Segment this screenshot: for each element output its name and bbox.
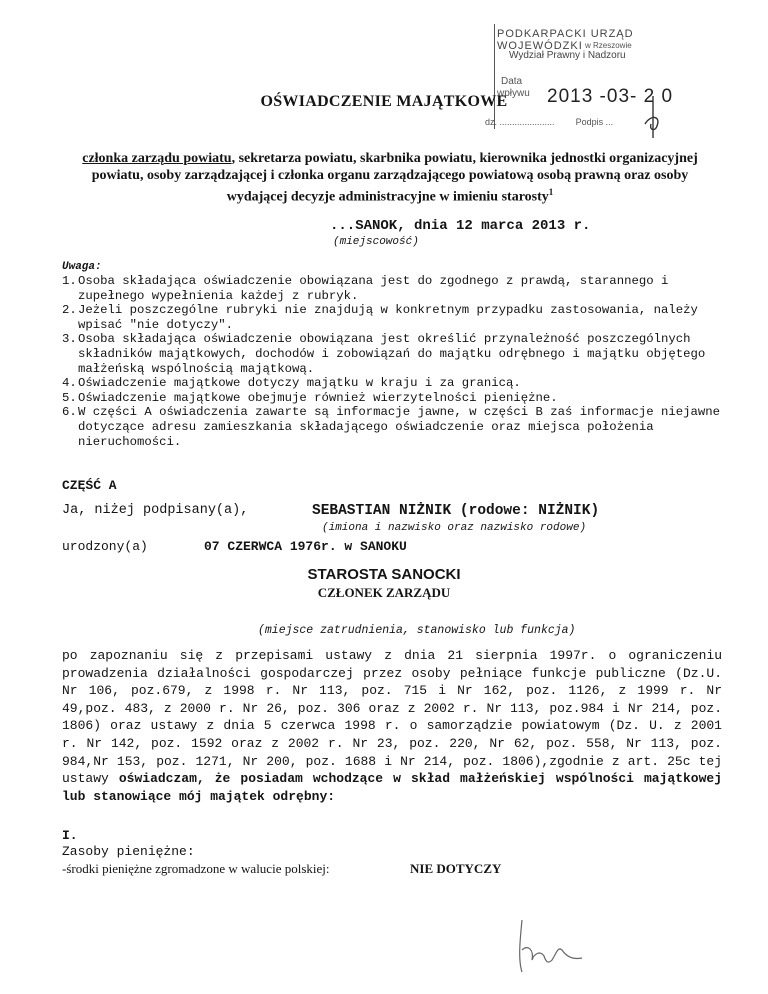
born-label: urodzony(a) [62,539,148,554]
document-subtitle [70,150,710,206]
stamp-wplywu-label: wpływu [497,88,530,99]
declaration-bold: oświadczam, że posiadam wchodzące w skład małżeńskiej wspólności majątkowej lub stanowiące mój majątek odrębny: [62,771,722,804]
page-title: OŚWIADCZENIE MAJĄTKOWE [260,93,508,110]
note-item: 1. Osoba składająca oświadczenie obowiązana jest do zgodnego z prawdą, starannego i zupełnego wypełnienia każdej z rubryk. [62,274,669,303]
place-date: ...SANOK, dnia 12 marca 2013 r. [330,218,591,234]
notes-heading: Uwaga: [62,261,102,273]
receipt-stamp [485,24,695,129]
declaration-body [62,647,722,805]
cash-pln-label: -środki pieniężne zgromadzone w walucie polskiej: [62,861,330,876]
subtitle-underlined: członka zarządu powiatu [82,151,232,166]
footnote-mark: 1 [548,187,554,197]
position-role: CZŁONEK ZARZĄDU [317,585,451,600]
stamp-podpis-label: Podpis ... [575,117,614,127]
cash-pln-value: NIE DOTYCZY [410,861,502,876]
signatory-label: Ja, niżej podpisany(a), [62,503,249,518]
position-title: STAROSTA SANOCKI [307,566,461,583]
position-caption: (miejsce zatrudnienia, stanowisko lub funkcja) [258,624,576,637]
stamp-date: 2013 -03- 2 0 [547,86,674,107]
name-caption: (imiona i nazwisko oraz nazwisko rodowe) [322,522,587,534]
declaration-plain: po zapoznaniu się z przepisami ustawy z dnia 21 sierpnia 1997r. o ograniczeniu prowadzenia działalności gospodarczej przez osoby pełniące funkcje publiczne (Dz.U. Nr 106, poz.679, z 1998 r. Nr 113, poz. 715 i Nr 162, poz. 1126, z 1999 r. Nr 49,poz. 483, z 2000 r. Nr 26, poz. 306 oraz z 2002 r. Nr 113, poz.984 i Nr 214, poz. 1806) oraz ustawy z dnia 5 czerwca 1998 r. o samorządzie powiatowym (Dz. U. z 2001 r. Nr 142, poz. 1592 oraz z 2002 r. Nr 23, poz. 220, Nr 62, poz. 558, Nr 113, poz. 984,Nr 153, poz. 1271, Nr 200, poz. 1688 i Nr 214, poz. 1806),zgodnie z art. 25c tej ustawy [62,648,722,787]
part-a-heading: CZĘŚĆ A [62,478,117,493]
stamp-line-2: w Rzeszowie [585,41,632,50]
note-item: 6. W części A oświadczenia zawarte są informacje jawne, w części B zaś informacje niejawne dotyczące adresu zamieszkania składającego oświadczenie oraz miejsca położenia nieruchomości. [62,405,721,449]
stamp-line-1: PODKARPACKI URZĄD WOJEWÓDZKI [497,28,634,52]
signatory-name: SEBASTIAN NIŻNIK (rodowe: NIŻNIK) [312,503,600,519]
note-item: 4. Oświadczenie majątkowe dotyczy majątku w kraju i za granicą. [62,376,521,391]
born-value: 07 CZERWCA 1976r. w SANOKU [204,539,407,554]
note-item: 3. Osoba składająca oświadczenie obowiązana jest określić przynależność poszczególnych składników majątkowych, dochodów i zobowiązań do majątku odrębnego i majątku objętego małżeńską wspólnością majątkową. [62,332,706,376]
section-number: I. [62,828,78,843]
notes-list [62,274,722,449]
stamp-line-3: Wydział Prawny i Nadzoru [509,50,626,61]
note-item: 2. Jeżeli poszczególne rubryki nie znajdują w konkretnym przypadku zastosowania, należy wpisać "nie dotyczy". [62,303,698,332]
place-caption: (miejscowość) [333,236,419,248]
stamp-dz-label: dz. ...................... [485,117,555,127]
note-item: 5. Oświadczenie majątkowe obejmuje również wierzytelności pieniężne. [62,390,558,405]
stamp-signature-line [485,117,613,127]
subtitle-rest: , sekretarza powiatu, skarbnika powiatu, kierownika jednostki organizacyjnej powiatu, osoby zarządzającej i członka organu zarządzającego powiatową osobą prawną oraz osoby wydającej decyzje administracyjne w imieniu starosty [91,151,698,205]
initials-signature [500,910,600,980]
section-title: Zasoby pieniężne: [62,844,195,859]
stamp-data-label: Data [501,76,523,87]
